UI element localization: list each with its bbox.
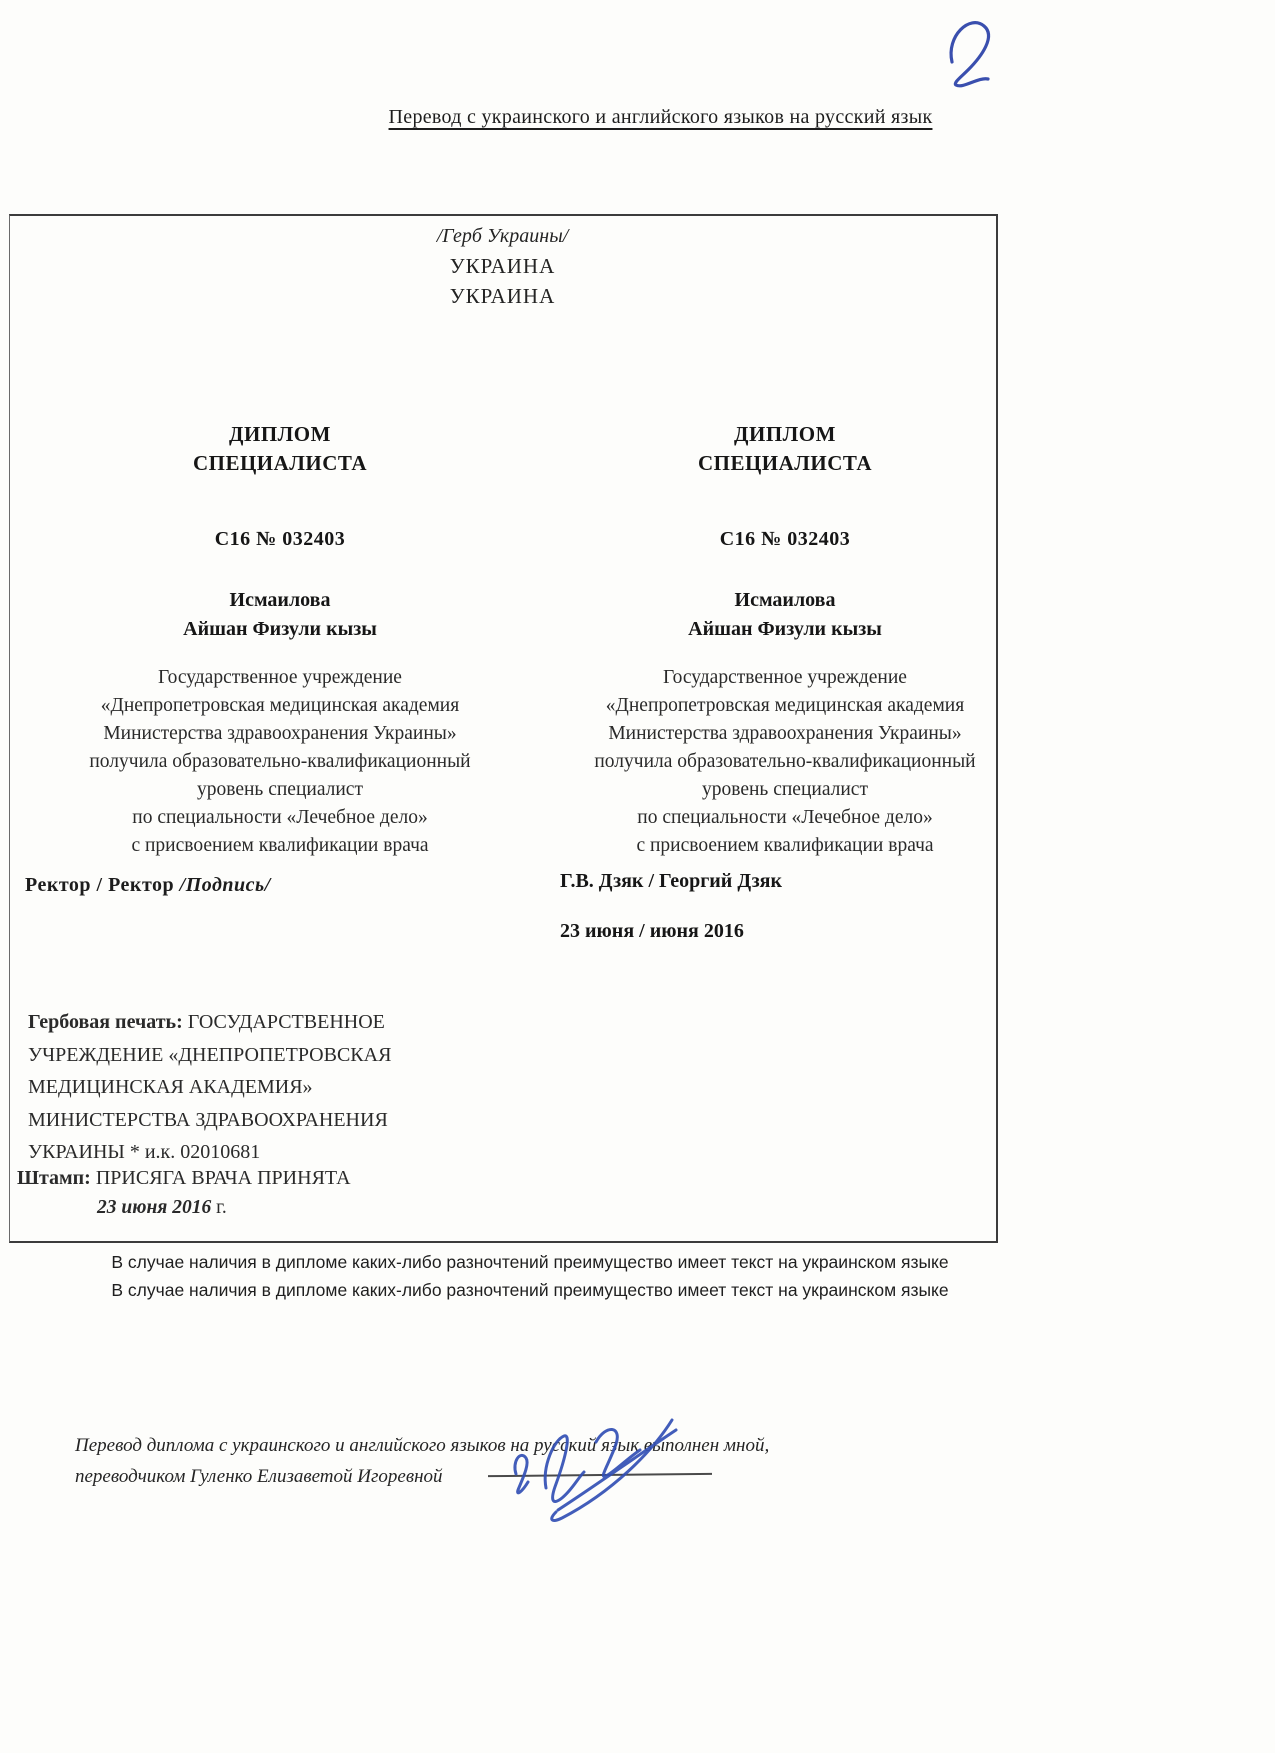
body-line: «Днепропетровская медицинская академия — [605, 695, 965, 716]
diploma-serial: С16 № 032403 — [719, 528, 851, 550]
seal-description — [28, 1006, 498, 1169]
coat-of-arms-block — [10, 221, 995, 311]
graduate-given-names: Айшан Физули кызы — [183, 618, 377, 640]
diploma-column-left — [35, 420, 525, 860]
stamp-date-suffix: г. — [216, 1197, 227, 1218]
seal-line: УЧРЕЖДЕНИЕ «ДНЕПРОПЕТРОВСКАЯ — [28, 1043, 392, 1066]
stamp-label: Штамп: — [17, 1167, 91, 1189]
certificate-box — [9, 214, 998, 1243]
body-line: получила образовательно-квалификационный — [594, 751, 976, 772]
diploma-title-line-1: ДИПЛОМ — [734, 422, 836, 446]
diploma-title-line-1: ДИПЛОМ — [229, 422, 331, 446]
stamp-description — [17, 1163, 351, 1223]
body-line: с присвоением квалификации врача — [636, 835, 934, 856]
stamp-line-1 — [17, 1163, 351, 1193]
stamp-text: ПРИСЯГА ВРАЧА ПРИНЯТА — [95, 1167, 351, 1189]
body-line: Государственное учреждение — [158, 667, 402, 688]
body-line: уровень специалист — [197, 779, 363, 800]
disclaimer-line-2: В случае наличия в дипломе каких-либо разночтений преимущество имеет текст на украинском языке — [111, 1280, 949, 1300]
seal-label: Гербовая печать: — [28, 1011, 183, 1033]
body-line: по специальности «Лечебное дело» — [637, 807, 933, 828]
seal-line: УКРАИНЫ * и.к. 02010681 — [28, 1141, 261, 1163]
diploma-body-text — [545, 664, 1025, 860]
graduate-surname: Исмаилова — [734, 589, 836, 611]
signer-name: Г.В. Дзяк / Георгий Дзяк — [560, 870, 782, 892]
seal-line: МЕДИЦИНСКАЯ АКАДЕМИЯ» — [28, 1076, 313, 1098]
diploma-column-right — [545, 420, 1025, 860]
diploma-title-line-2: СПЕЦИАЛИСТА — [697, 451, 873, 475]
country-name-line-1: УКРАИНА — [449, 254, 556, 278]
diploma-body-text — [35, 664, 525, 860]
country-name-line-2: УКРАИНА — [449, 284, 556, 308]
stamp-date: 23 июня 2016 — [97, 1197, 212, 1218]
issue-date: 23 июня / июня 2016 — [560, 920, 744, 942]
translator-signature-icon — [500, 1408, 700, 1533]
translation-header-text: Перевод с украинского и английского языков на русский язык — [388, 106, 933, 128]
seal-line: ГОСУДАРСТВЕННОЕ — [187, 1011, 385, 1033]
body-line: Министерства здравоохранения Украины» — [608, 723, 962, 744]
translation-header — [46, 106, 1275, 129]
body-line: «Днепропетровская медицинская академия — [100, 695, 460, 716]
handwritten-page-number — [938, 8, 1008, 98]
body-line: с присвоением квалификации врача — [131, 835, 429, 856]
coat-of-arms-note: /Герб Украины/ — [436, 225, 569, 247]
diploma-title — [35, 420, 525, 478]
graduate-surname: Исмаилова — [229, 589, 331, 611]
rector-signature-line — [25, 874, 271, 897]
handwritten-2-icon — [938, 8, 1008, 98]
diploma-title — [545, 420, 1025, 478]
body-line: получила образовательно-квалификационный — [89, 751, 471, 772]
body-line: Министерства здравоохранения Украины» — [103, 723, 457, 744]
translator-note-line-2: переводчиком Гуленко Елизаветой Игоревной — [75, 1466, 443, 1487]
graduate-given-names: Айшан Физули кызы — [688, 618, 882, 640]
body-line: Государственное учреждение — [663, 667, 907, 688]
signature-placeholder-note: /Подпись/ — [179, 874, 271, 896]
language-priority-disclaimer — [0, 1248, 1060, 1304]
translator-note-line-1: Перевод диплома с украинского и английского языков на русский язык выполнен мной, — [75, 1435, 770, 1456]
diploma-title-line-2: СПЕЦИАЛИСТА — [192, 451, 368, 475]
graduate-name — [35, 586, 525, 644]
stamp-line-2 — [17, 1193, 351, 1223]
diploma-serial: С16 № 032403 — [214, 528, 346, 550]
body-line: уровень специалист — [702, 779, 868, 800]
disclaimer-line-1: В случае наличия в дипломе каких-либо разночтений преимущество имеет текст на украинском языке — [111, 1252, 949, 1272]
seal-line: МИНИСТЕРСТВА ЗДРАВООХРАНЕНИЯ — [28, 1108, 388, 1131]
graduate-name — [545, 586, 1025, 644]
rector-label: Ректор / Ректор — [25, 874, 175, 896]
body-line: по специальности «Лечебное дело» — [132, 807, 428, 828]
